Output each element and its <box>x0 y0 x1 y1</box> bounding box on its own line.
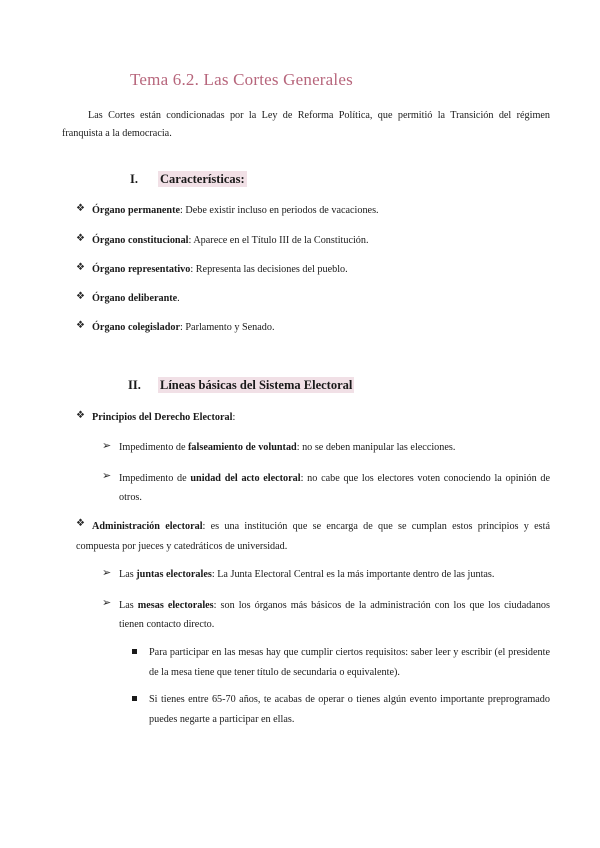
item-text: : Parlamento y Senado. <box>180 322 275 333</box>
square-item <box>132 643 550 683</box>
sub-item-term: unidad del acto electoral <box>190 473 301 484</box>
sub-item <box>102 439 550 457</box>
sub-item <box>102 469 550 507</box>
item-text: : Aparece en el Título III de la Constitución. <box>188 235 369 246</box>
diamond-bullet-icon: ❖ <box>76 262 85 273</box>
item-term: Órgano deliberante <box>92 293 178 304</box>
section-2-number: II. <box>128 378 141 392</box>
item-text: : <box>232 412 236 423</box>
item-text: : es una institución que se encarga de que se cumplan estos principios y está compuesta por jueces y catedráticos de universidad. <box>76 521 550 552</box>
sub-item-text: : no se deben manipular las elecciones. <box>296 442 456 453</box>
intro-paragraph: Las Cortes están condicionadas por la Ley de Reforma Política, que permitió la Transición del régimen franquista a la democracia. <box>62 110 550 139</box>
item-term: Órgano permanente <box>92 205 180 216</box>
item-text: : Debe existir incluso en periodos de vacaciones. <box>180 205 379 216</box>
sub-item-term: mesas electorales <box>137 600 214 611</box>
section-1-title: Características: <box>160 172 245 186</box>
square-bullet-icon <box>132 696 137 701</box>
sub-item-prefix: Las <box>119 600 138 611</box>
sub-item-text: : La Junta Electoral Central es la más importante dentro de las juntas. <box>211 569 495 580</box>
item-text: : Representa las decisiones del pueblo. <box>190 264 348 275</box>
diamond-bullet-icon: ❖ <box>76 233 85 244</box>
diamond-bullet-icon: ❖ <box>76 291 85 302</box>
list-item <box>76 202 556 220</box>
arrow-bullet-icon: ➢ <box>102 597 112 609</box>
list-item <box>76 232 556 250</box>
square-item-text: Si tienes entre 65-70 años, te acabas de operar o tienes algún evento importante preprogramado puedes negarte a participar en ellas. <box>149 694 550 725</box>
diamond-bullet-icon: ❖ <box>76 518 85 529</box>
item-text: . <box>177 293 180 304</box>
item-term: Administración electoral <box>92 521 203 532</box>
arrow-bullet-icon: ➢ <box>102 470 112 482</box>
sub-item-prefix: Impedimento de <box>119 442 189 453</box>
section-1-heading <box>130 172 247 187</box>
square-item-text: Para participar en las mesas hay que cumplir ciertos requisitos: saber leer y escribir (el presidente de la mesa tiene que tener título de secundaria o equivalente). <box>149 647 550 678</box>
page-title: Tema 6.2. Las Cortes Generales <box>130 70 353 89</box>
sub-item-text: : no cabe que los electores voten conociendo la opinión de otros. <box>119 473 551 503</box>
arrow-bullet-icon: ➢ <box>102 567 112 579</box>
sub-item-prefix: Impedimento de <box>119 473 191 484</box>
list-item-administracion <box>76 517 550 557</box>
list-item <box>76 319 556 337</box>
sub-item <box>102 596 550 634</box>
sub-item-term: falseamiento de voluntad <box>188 442 297 453</box>
section-2-title: Líneas básicas del Sistema Electoral <box>160 378 353 392</box>
square-item <box>132 690 550 730</box>
sub-item-text: : son los órganos más básicos de la administración con los que los ciudadanos tienen contacto directo. <box>119 600 550 630</box>
sub-item-prefix: Las <box>119 569 137 580</box>
section-2-heading <box>128 378 354 393</box>
section-1-number: I. <box>130 172 138 186</box>
diamond-bullet-icon: ❖ <box>76 203 85 214</box>
arrow-bullet-icon: ➢ <box>102 440 112 452</box>
sub-item-term: juntas electorales <box>136 569 212 580</box>
item-term: Principios del Derecho Electoral <box>92 412 233 423</box>
item-term: Órgano representativo <box>92 264 191 275</box>
sub-item <box>102 566 550 584</box>
diamond-bullet-icon: ❖ <box>76 410 85 421</box>
item-term: Órgano constitucional <box>92 235 189 246</box>
list-item-principios <box>76 409 556 427</box>
item-term: Órgano colegislador <box>92 322 181 333</box>
square-bullet-icon <box>132 649 137 654</box>
list-item <box>76 290 556 308</box>
list-item <box>76 261 556 279</box>
diamond-bullet-icon: ❖ <box>76 320 85 331</box>
